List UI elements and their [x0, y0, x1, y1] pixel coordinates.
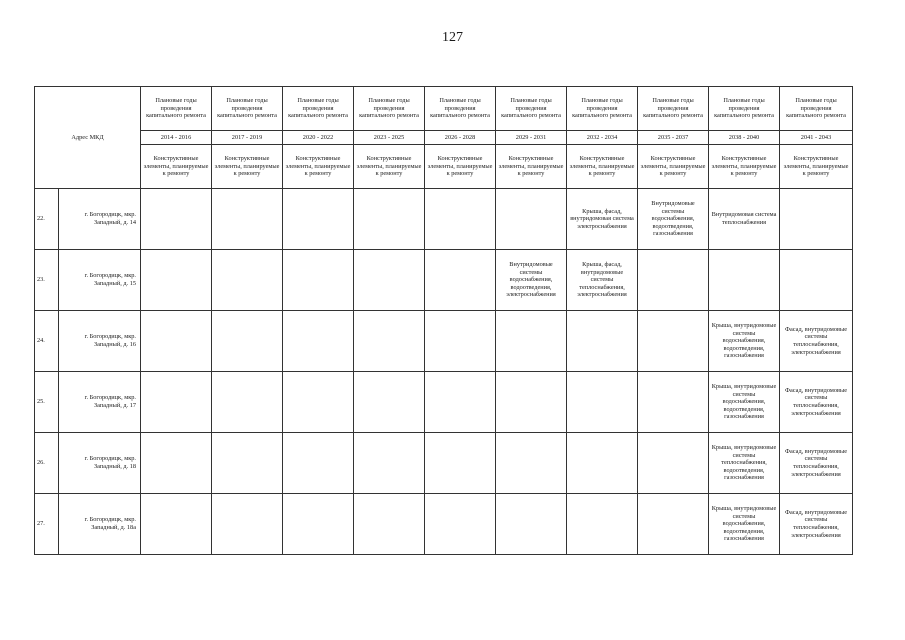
elements-header: Конструктивные элементы, планируемые к ремонту: [283, 145, 354, 189]
repair-elements-cell: [496, 311, 567, 372]
repair-elements-cell: [567, 372, 638, 433]
elements-header: Конструктивные элементы, планируемые к ремонту: [212, 145, 283, 189]
repair-elements-cell: [638, 372, 709, 433]
elements-header: Конструктивные элементы, планируемые к ремонту: [638, 145, 709, 189]
row-address: г. Богородицк, мкр. Западный, д. 18: [59, 433, 141, 494]
repair-elements-cell: [212, 311, 283, 372]
elements-header: Конструктивные элементы, планируемые к ремонту: [780, 145, 853, 189]
period-header: 2041 - 2043: [780, 131, 853, 145]
repair-elements-cell: [496, 189, 567, 250]
period-header: 2017 - 2019: [212, 131, 283, 145]
planned-years-header: Плановые годы проведения капитального ремонта: [354, 87, 425, 131]
repair-elements-cell: [425, 250, 496, 311]
repair-elements-cell: [141, 372, 212, 433]
table-row: [35, 311, 853, 372]
planned-years-header: Плановые годы проведения капитального ремонта: [780, 87, 853, 131]
repair-elements-cell: [567, 494, 638, 555]
repair-elements-cell: [212, 250, 283, 311]
repair-elements-cell: [638, 250, 709, 311]
row-number: 27.: [35, 494, 59, 555]
repair-elements-cell: [354, 433, 425, 494]
repair-elements-cell: Крыша, внутридомовые системы водоснабжения, водоотведения, газоснабжения: [709, 494, 780, 555]
planned-years-header: Плановые годы проведения капитального ремонта: [496, 87, 567, 131]
planned-years-header: Плановые годы проведения капитального ремонта: [425, 87, 496, 131]
repair-elements-cell: [425, 311, 496, 372]
table-row: [35, 433, 853, 494]
planned-years-header: Плановые годы проведения капитального ремонта: [283, 87, 354, 131]
row-address: г. Богородицк, мкр. Западный, д. 14: [59, 189, 141, 250]
table-header: [35, 87, 853, 189]
header-row-periods: [35, 131, 853, 145]
repair-elements-cell: [141, 189, 212, 250]
period-header: 2029 - 2031: [496, 131, 567, 145]
period-header: 2026 - 2028: [425, 131, 496, 145]
elements-header: Конструктивные элементы, планируемые к ремонту: [709, 145, 780, 189]
page-number: 127: [442, 30, 463, 45]
table-body: [35, 189, 853, 555]
table-row: [35, 372, 853, 433]
repair-elements-cell: [212, 433, 283, 494]
repair-elements-cell: Фасад, внутридомовые системы теплоснабжения, электроснабжения: [780, 372, 853, 433]
repair-elements-cell: Крыша, фасад, внутридомовая система электроснабжения: [567, 189, 638, 250]
repair-elements-cell: [496, 372, 567, 433]
row-address: г. Богородицк, мкр. Западный, д. 16: [59, 311, 141, 372]
planned-years-header: Плановые годы проведения капитального ремонта: [567, 87, 638, 131]
repair-elements-cell: [212, 372, 283, 433]
repair-elements-cell: [567, 311, 638, 372]
repair-elements-cell: [354, 494, 425, 555]
repair-elements-cell: [638, 494, 709, 555]
repair-elements-cell: [709, 250, 780, 311]
repair-elements-cell: [283, 372, 354, 433]
repair-elements-cell: [425, 494, 496, 555]
repair-elements-cell: [638, 433, 709, 494]
repair-elements-cell: [496, 433, 567, 494]
row-number: 25.: [35, 372, 59, 433]
repair-elements-cell: [283, 433, 354, 494]
capital-repair-table: [34, 86, 853, 555]
repair-elements-cell: [283, 189, 354, 250]
row-number: 22.: [35, 189, 59, 250]
repair-elements-cell: [283, 311, 354, 372]
repair-elements-cell: [141, 250, 212, 311]
repair-elements-cell: Крыша, внутридомовые системы водоснабжения, водоотведения, газоснабжения: [709, 372, 780, 433]
row-address: г. Богородицк, мкр. Западный, д. 17: [59, 372, 141, 433]
period-header: 2035 - 2037: [638, 131, 709, 145]
table-row: [35, 189, 853, 250]
elements-header: Конструктивные элементы, планируемые к ремонту: [425, 145, 496, 189]
repair-elements-cell: Крыша, внутридомовые системы теплоснабжения, водоотведения, газоснабжения: [709, 433, 780, 494]
repair-elements-cell: Фасад, внутридомовые системы теплоснабжения, электроснабжения: [780, 311, 853, 372]
planned-years-header: Плановые годы проведения капитального ремонта: [212, 87, 283, 131]
period-header: 2014 - 2016: [141, 131, 212, 145]
repair-elements-cell: [283, 494, 354, 555]
row-number: 24.: [35, 311, 59, 372]
repair-elements-cell: Внутридомовые системы водоснабжения, водоотведения, газоснабжения: [638, 189, 709, 250]
period-header: 2023 - 2025: [354, 131, 425, 145]
row-address: г. Богородицк, мкр. Западный, д. 15: [59, 250, 141, 311]
repair-elements-cell: [780, 250, 853, 311]
row-number: 23.: [35, 250, 59, 311]
repair-elements-cell: Крыша, фасад, внутридомовые системы теплоснабжения, электроснабжения: [567, 250, 638, 311]
repair-elements-cell: [425, 189, 496, 250]
repair-elements-cell: [425, 372, 496, 433]
row-address: г. Богородицк, мкр. Западный, д. 18а: [59, 494, 141, 555]
elements-header: Конструктивные элементы, планируемые к ремонту: [141, 145, 212, 189]
period-header: 2038 - 2040: [709, 131, 780, 145]
repair-elements-cell: Фасад, внутридомовые системы теплоснабжения, электроснабжения: [780, 494, 853, 555]
repair-elements-cell: [283, 250, 354, 311]
repair-elements-cell: [780, 189, 853, 250]
planned-years-header: Плановые годы проведения капитального ремонта: [638, 87, 709, 131]
repair-elements-cell: Внутридомовые системы водоснабжения, водоотведения, электроснабжения: [496, 250, 567, 311]
repair-elements-cell: [496, 494, 567, 555]
planned-years-header: Плановые годы проведения капитального ремонта: [709, 87, 780, 131]
table-row: [35, 250, 853, 311]
repair-elements-cell: [354, 372, 425, 433]
repair-elements-cell: [567, 433, 638, 494]
repair-elements-cell: [638, 311, 709, 372]
repair-elements-cell: [141, 311, 212, 372]
row-number: 26.: [35, 433, 59, 494]
header-row-planned-years: [35, 87, 853, 131]
repair-elements-cell: Крыша, внутридомовые системы водоснабжения, водоотведения, газоснабжения: [709, 311, 780, 372]
repair-elements-cell: [141, 494, 212, 555]
repair-elements-cell: [212, 189, 283, 250]
elements-header: Конструктивные элементы, планируемые к ремонту: [567, 145, 638, 189]
address-header: Адрес МКД: [35, 87, 141, 189]
period-header: 2020 - 2022: [283, 131, 354, 145]
period-header: 2032 - 2034: [567, 131, 638, 145]
elements-header: Конструктивные элементы, планируемые к ремонту: [354, 145, 425, 189]
elements-header: Конструктивные элементы, планируемые к ремонту: [496, 145, 567, 189]
repair-elements-cell: [354, 189, 425, 250]
repair-elements-cell: [212, 494, 283, 555]
header-row-elements: [35, 145, 853, 189]
planned-years-header: Плановые годы проведения капитального ремонта: [141, 87, 212, 131]
repair-elements-cell: [354, 311, 425, 372]
repair-elements-cell: [141, 433, 212, 494]
table-row: [35, 494, 853, 555]
repair-elements-cell: [425, 433, 496, 494]
repair-elements-cell: Внутридомовая система теплоснабжения: [709, 189, 780, 250]
repair-elements-cell: [354, 250, 425, 311]
repair-elements-cell: Фасад, внутридомовые системы теплоснабжения, электроснабжения: [780, 433, 853, 494]
